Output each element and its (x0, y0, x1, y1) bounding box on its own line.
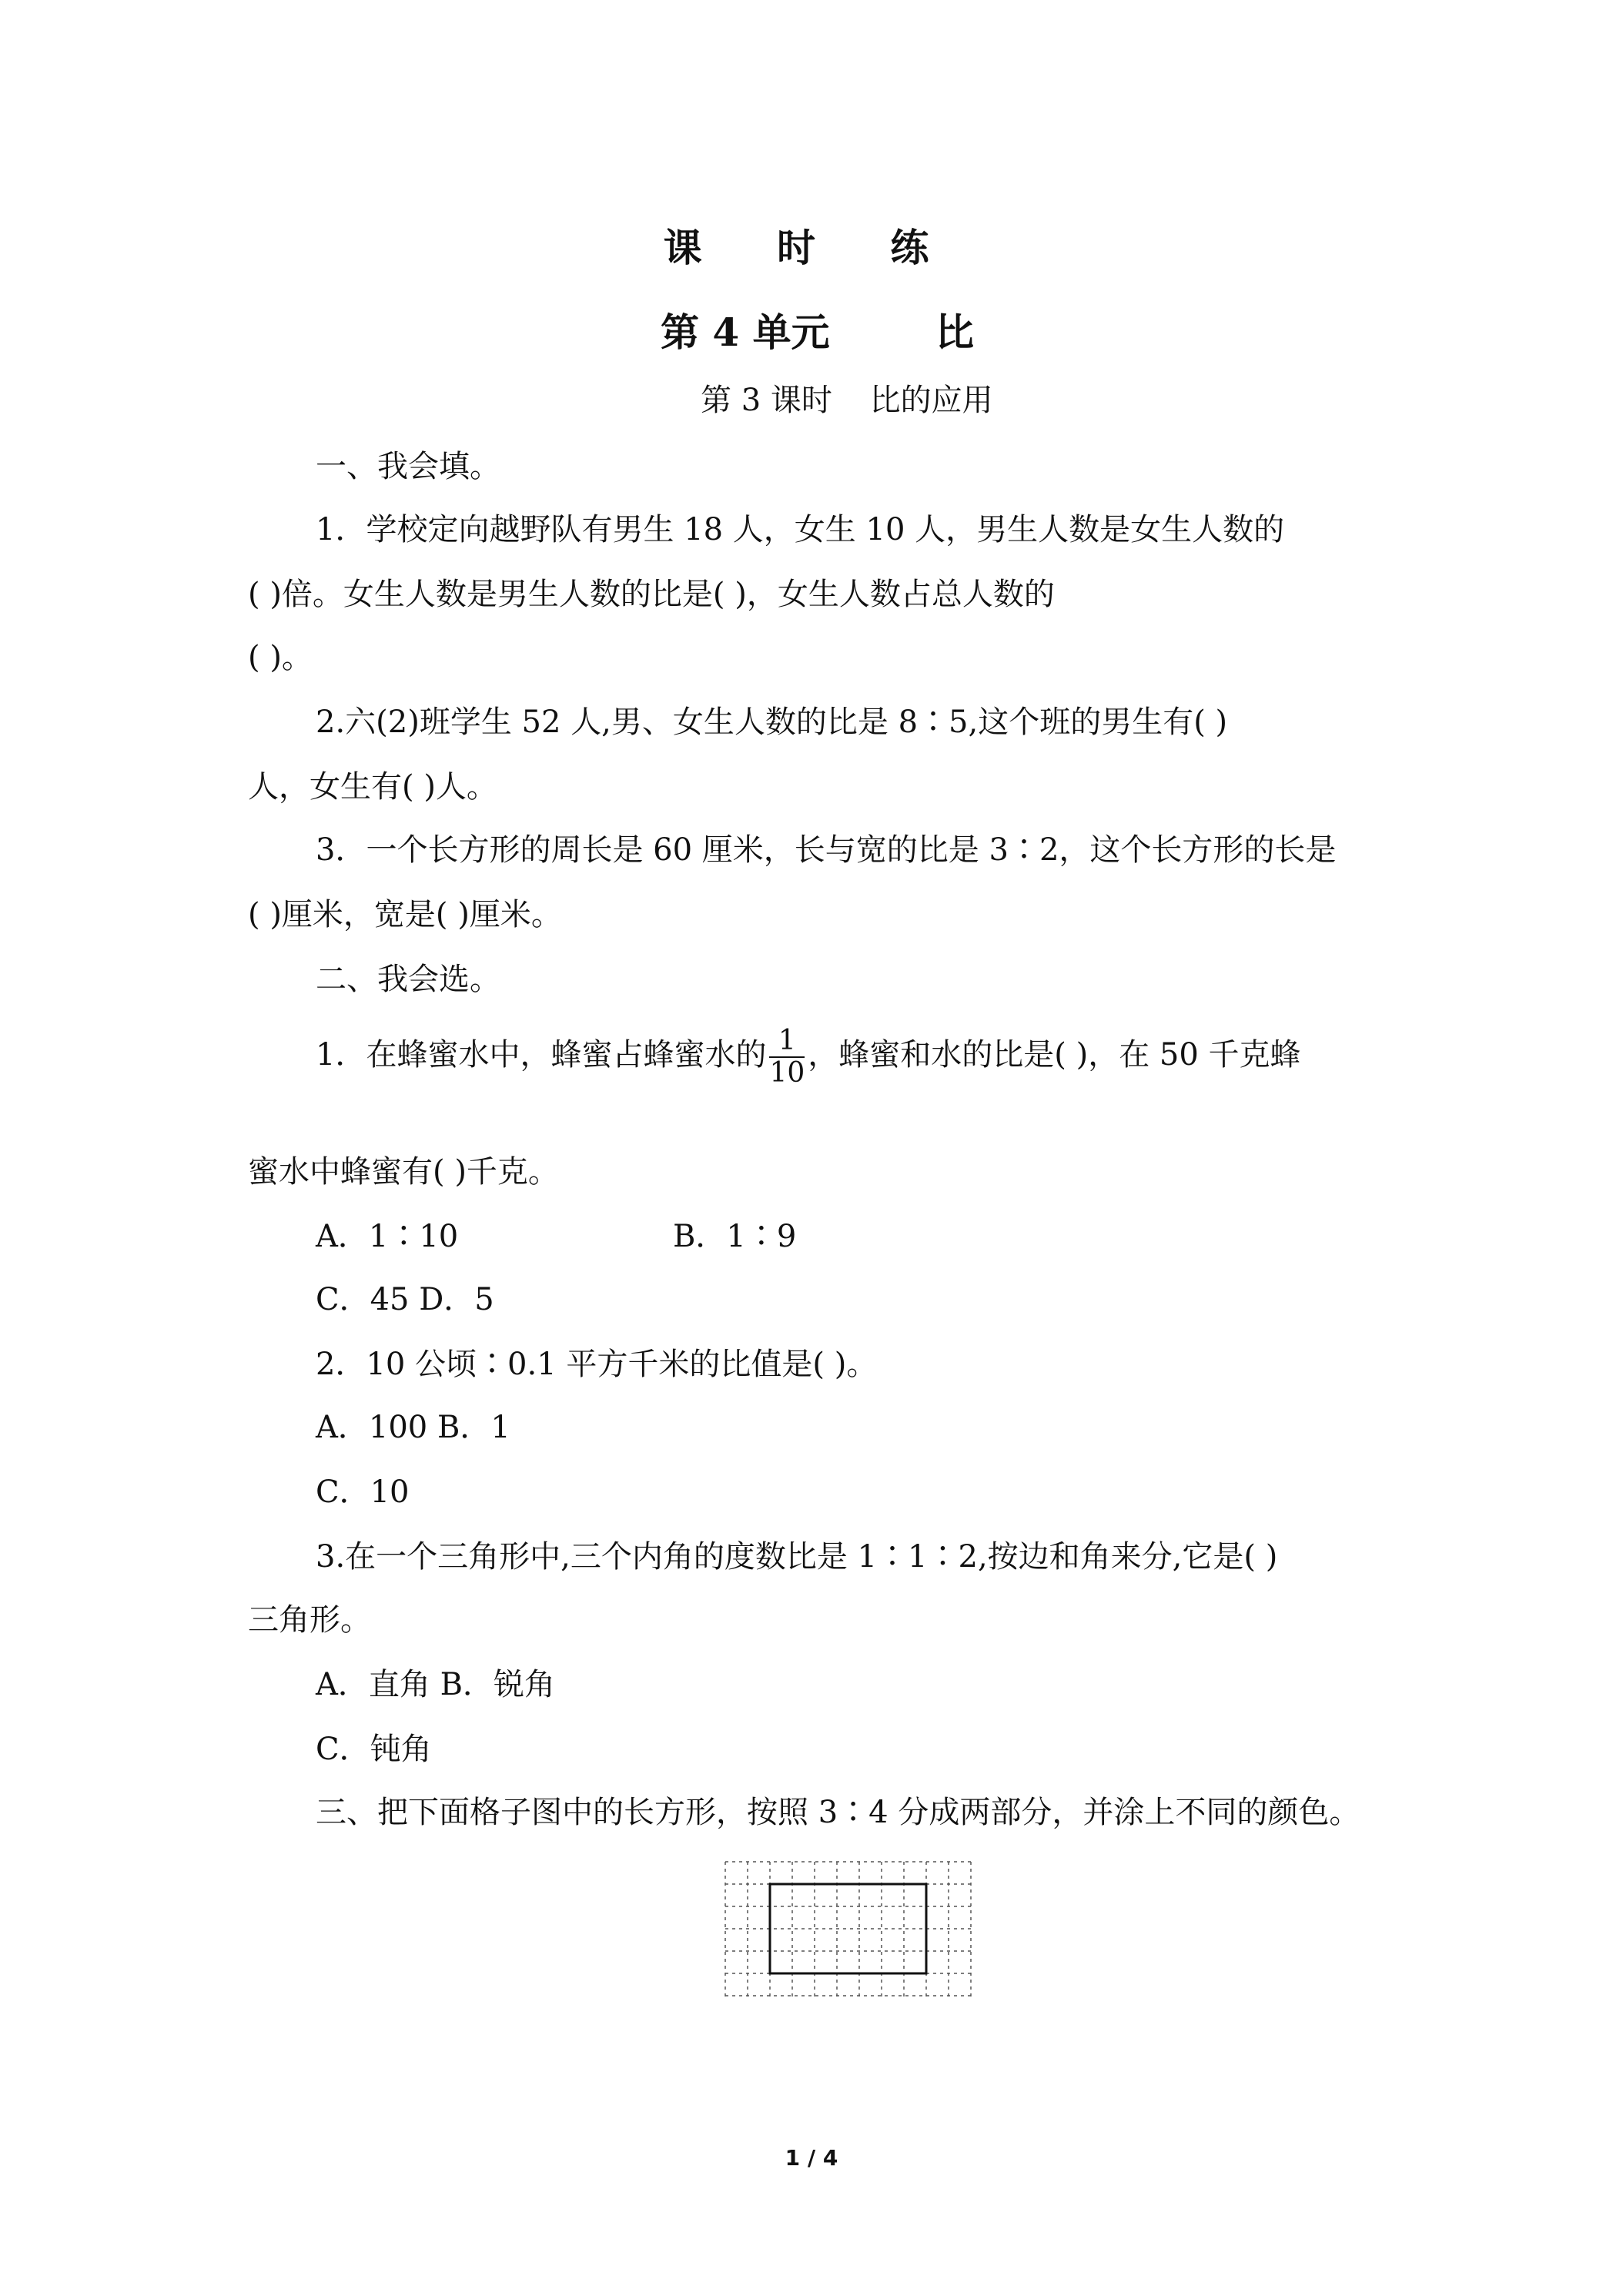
page-number: 1 / 4 (785, 2145, 838, 2170)
unit-label: 第 4 单元 (661, 310, 830, 355)
dotted-grid (725, 1862, 971, 1997)
s1-q1-line2: ( )倍。女生人数是男生人数的比是( )，女生人数占总人数的 (248, 577, 1055, 612)
s2-q1-option-cd: C．45 D．5 (316, 1282, 494, 1317)
s1-q1-line3: ( )。 (248, 640, 313, 675)
grid-figure (724, 1860, 973, 1999)
s1-q1-line1: 1．学校定向越野队有男生 18 人，女生 10 人，男生人数是女生人数的 (316, 512, 1285, 547)
lesson-heading (701, 382, 993, 419)
s2-q1-option-b: B．1∶9 (673, 1219, 797, 1254)
s2-q2-option-c: C．10 (316, 1474, 410, 1510)
s2-q3-line2: 三角形。 (248, 1602, 371, 1638)
fraction-one-tenth (769, 1026, 805, 1089)
target-rectangle (770, 1884, 926, 1973)
fraction-numerator: 1 (769, 1026, 805, 1058)
section2-heading: 二、我会选。 (316, 962, 500, 997)
fraction-denominator: 10 (769, 1057, 805, 1089)
lesson-topic: 比的应用 (869, 383, 993, 418)
section1-heading: 一、我会填。 (316, 449, 500, 484)
unit-heading (661, 302, 974, 357)
section3-heading: 三、把下面格子图中的长方形，按照 3∶4 分成两部分，并涂上不同的颜色。 (316, 1795, 1360, 1830)
s2-q1-line2: 蜜水中蜂蜜有( )千克。 (248, 1154, 559, 1190)
s1-q2-line2: 人，女生有( )人。 (248, 769, 497, 805)
unit-topic: 比 (935, 310, 975, 355)
s2-q1-post: ，蜂蜜和水的比是( )，在 50 千克蜂 (808, 1037, 1301, 1073)
s2-q3-option-ab: A．直角 B．锐角 (316, 1667, 555, 1702)
s1-q2-line1: 2.六(2)班学生 52 人,男、女生人数的比是 8∶5,这个班的男生有( ) (316, 705, 1228, 740)
s1-q3-line2: ( )厘米，宽是( )厘米。 (248, 897, 562, 932)
s2-q1-option-a: A．1∶10 (316, 1219, 459, 1254)
s2-q1-pre: 1．在蜂蜜水中，蜂蜜占蜂蜜水的 (316, 1037, 767, 1073)
s2-q1-line1 (316, 1016, 1301, 1093)
s2-q2-line1: 2．10 公顷∶0.1 平方千米的比值是( )。 (316, 1347, 878, 1382)
s2-q3-line1: 3.在一个三角形中,三个内角的度数比是 1∶1∶2,按边和角来分,它是( ) (316, 1539, 1278, 1575)
s2-q2-option-ab: A．100 B．1 (316, 1410, 510, 1445)
s2-q3-option-c: C．钝角 (316, 1732, 432, 1767)
worksheet-title: 课 时 练 (663, 225, 960, 270)
lesson-label: 第 3 课时 (701, 383, 832, 418)
s1-q3-line1: 3．一个长方形的周长是 60 厘米，长与宽的比是 3∶2，这个长方形的长是 (316, 832, 1337, 868)
